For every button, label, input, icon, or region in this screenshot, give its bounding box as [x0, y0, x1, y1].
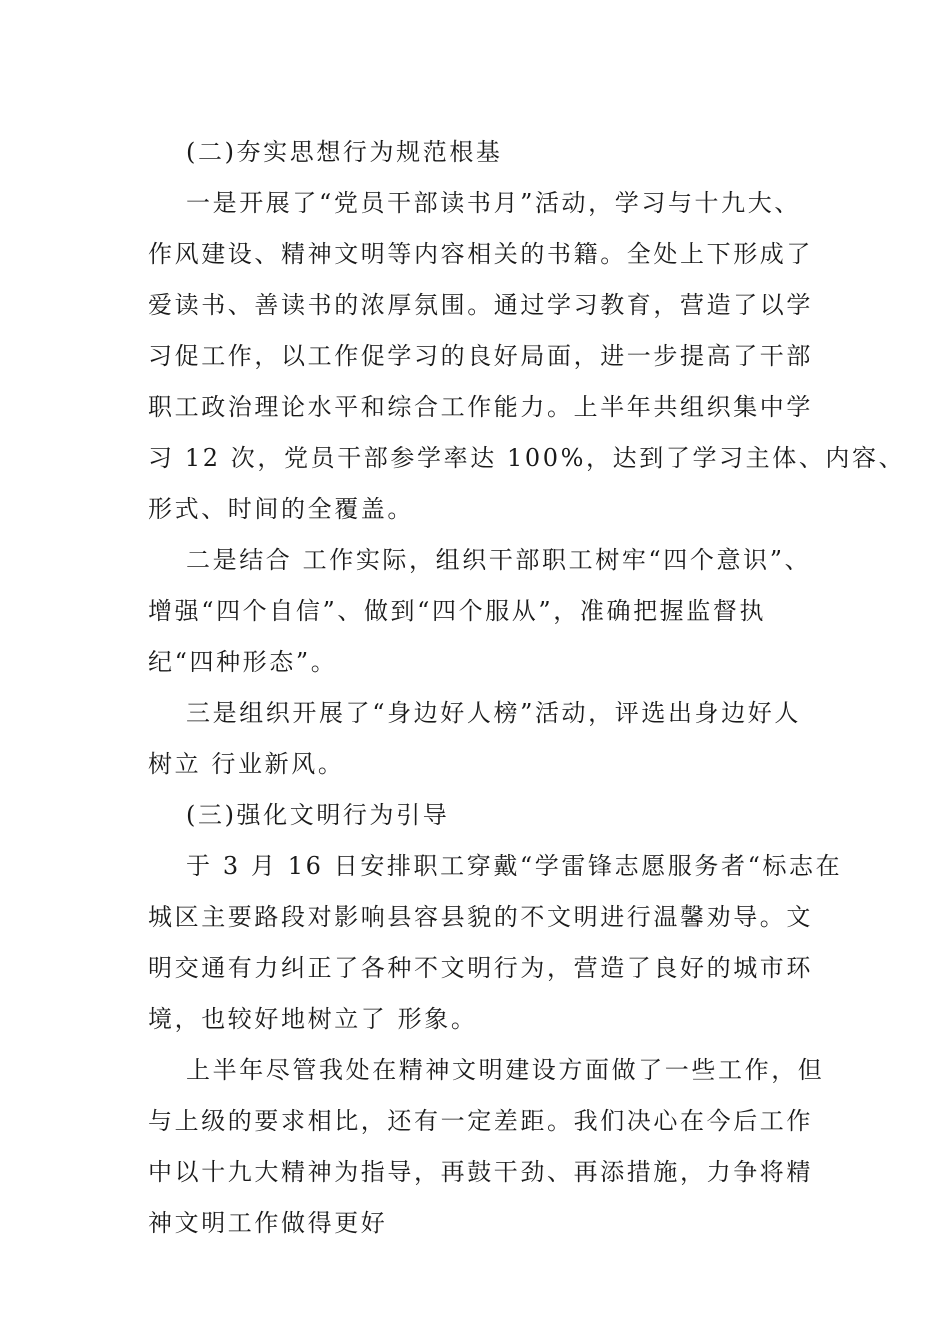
paragraph-line: 作风建设、精神文明等内容相关的书籍。全处上下形成了 [148, 240, 813, 268]
paragraph-line: 职工政治理论水平和综合工作能力。上半年共组织集中学 [148, 393, 813, 421]
paragraph-line: 爱读书、善读书的浓厚氛围。通过学习教育，营造了以学 [148, 291, 813, 319]
paragraph-line: 于 3 月 16 日安排职工穿戴“学雷锋志愿服务者“标志在 [186, 852, 843, 880]
section-heading: (二)夯实思想行为规范根基 [186, 138, 503, 166]
paragraph-line: 中以十九大精神为指导，再鼓干劲、再添措施，力争将精 [148, 1158, 813, 1186]
paragraph-line: 与上级的要求相比，还有一定差距。我们决心在今后工作 [148, 1107, 813, 1135]
paragraph-line: 一是开展了“党员干部读书月”活动，学习与十九大、 [186, 189, 801, 217]
paragraph-line: 形式、时间的全覆盖。 [148, 495, 414, 523]
paragraph-line: 三是组织开展了“身边好人榜”活动，评选出身边好人 [186, 699, 801, 727]
paragraph-line: 城区主要路段对影响县容县貌的不文明进行温馨劝导。文 [148, 903, 813, 931]
paragraph-line: 明交通有力纠正了各种不文明行为，营造了良好的城市环 [148, 954, 813, 982]
paragraph-line: 习 12 次，党员干部参学率达 100%，达到了学习主体、内容、 [148, 444, 906, 472]
paragraph-line: 上半年尽管我处在精神文明建设方面做了一些工作，但 [186, 1056, 825, 1084]
paragraph-line: 神文明工作做得更好 [148, 1209, 388, 1237]
paragraph-line: 习促工作，以工作促学习的良好局面，进一步提高了干部 [148, 342, 813, 370]
paragraph-line: 境，也较好地树立了 形象。 [148, 1005, 478, 1033]
paragraph-line: 二是结合 工作实际，组织干部职工树牢“四个意识”、 [186, 546, 812, 574]
paragraph-line: 纪“四种形态”。 [148, 648, 338, 676]
paragraph-line: 增强“四个自信”、做到“四个服从”，准确把握监督执 [148, 597, 767, 625]
section-heading: (三)强化文明行为引导 [186, 801, 450, 829]
paragraph-line: 树立 行业新风。 [148, 750, 345, 778]
